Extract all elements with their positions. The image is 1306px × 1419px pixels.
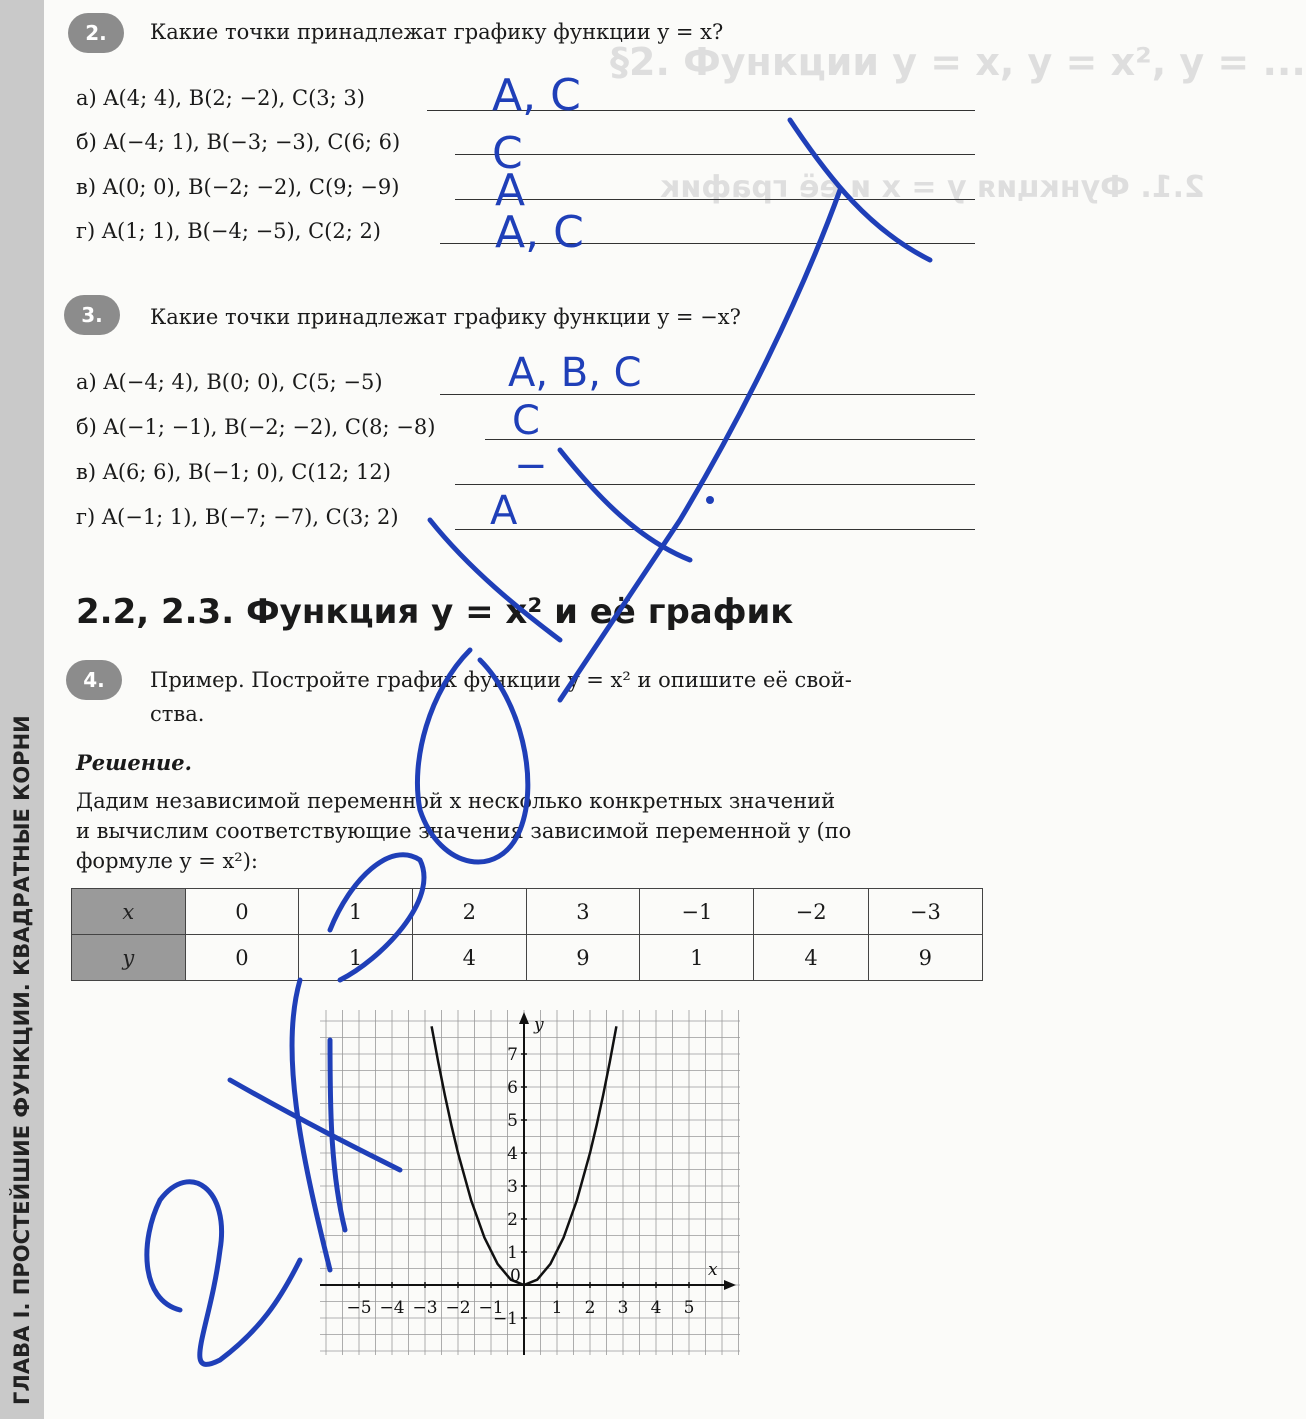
- table-cell: 4: [754, 935, 868, 981]
- y-tick-label: 1: [507, 1243, 518, 1263]
- q3-option-a: а) A(−4; 4), B(0; 0), C(5; −5): [76, 370, 383, 394]
- table-cell: 9: [526, 935, 640, 981]
- q2-handwritten-answer-a: A, C: [492, 70, 581, 121]
- x-tick-label: 4: [650, 1298, 662, 1318]
- x-tick-label: −5: [346, 1298, 372, 1318]
- q2-handwritten-answer-c: A: [495, 165, 526, 216]
- q3-handwritten-answer-c: −: [514, 443, 548, 489]
- q2-handwritten-answer-b: C: [492, 128, 523, 179]
- solution-paragraph-line-1: Дадим независимой переменной x несколько конкретных значений: [76, 789, 836, 813]
- ghost-header-text: §2. Функции y = x, y = x², y = ...: [610, 40, 1306, 84]
- table-row-x: [72, 889, 983, 935]
- table-row-y: [72, 935, 983, 981]
- q4-task-line-1: Пример. Постройте график функции y = x² и опишите её свой-: [150, 668, 852, 692]
- table-header-x: x: [72, 889, 186, 935]
- q3-answer-line-d[interactable]: [455, 529, 975, 530]
- x-tick-label: −4: [379, 1298, 405, 1318]
- question-2-badge: 2.: [68, 13, 124, 53]
- chapter-side-strip: [0, 0, 44, 1419]
- x-tick-label: 1: [551, 1298, 563, 1318]
- q3-handwritten-answer-b: C: [512, 398, 540, 444]
- q3-handwritten-answer-a: A, B, C: [508, 350, 642, 396]
- q2-option-b: б) A(−4; 1), B(−3; −3), C(6; 6): [76, 130, 401, 154]
- scribble-stroke: [560, 450, 690, 560]
- table-cell: 3: [526, 889, 640, 935]
- y-axis-label: y: [534, 1015, 544, 1035]
- q3-answer-line-b[interactable]: [485, 439, 975, 440]
- table-header-y: y: [72, 935, 186, 981]
- q2-option-d: г) A(1; 1), B(−4; −5), C(2; 2): [76, 219, 382, 243]
- section-heading: 2.2, 2.3. Функция y = x² и её график: [76, 592, 794, 632]
- y-tick-label: −1: [492, 1309, 518, 1329]
- table-cell: 1: [299, 889, 413, 935]
- table-cell: 0: [185, 935, 299, 981]
- x-tick-label: 2: [584, 1298, 596, 1318]
- ghost-sub-text: 2.1. Функция y = x и её график: [660, 170, 1205, 205]
- x-tick-label: −1: [478, 1298, 504, 1318]
- y-tick-label: 6: [507, 1078, 518, 1098]
- q2-option-a: а) A(4; 4), B(2; −2), C(3; 3): [76, 86, 365, 110]
- q3-option-c: в) A(6; 6), B(−1; 0), C(12; 12): [76, 460, 391, 484]
- values-table: [71, 888, 983, 981]
- chapter-title-vertical: ГЛАВА I. ПРОСТЕЙШИЕ ФУНКЦИИ. КВАДРАТНЫЕ КОРНИ: [10, 715, 34, 1405]
- y-tick-label: 7: [507, 1045, 518, 1065]
- solution-paragraph-line-2: и вычислим соответствующие значения зависимой переменной y (по: [76, 819, 852, 843]
- x-tick-label: 5: [683, 1298, 695, 1318]
- table-cell: −3: [868, 889, 982, 935]
- origin-label: 0: [510, 1266, 521, 1286]
- q4-task-line-2: ства.: [150, 702, 205, 726]
- table-cell: −2: [754, 889, 868, 935]
- solution-paragraph-line-3: формуле y = x²):: [76, 849, 258, 873]
- y-tick-label: 3: [507, 1177, 518, 1197]
- ink-dot: [706, 496, 714, 504]
- y-tick-label: 2: [507, 1210, 518, 1230]
- table-cell: 2: [412, 889, 526, 935]
- table-cell: 9: [868, 935, 982, 981]
- q3-option-b: б) A(−1; −1), B(−2; −2), C(8; −8): [76, 415, 436, 439]
- q3-option-d: г) A(−1; 1), B(−7; −7), C(3; 2): [76, 505, 399, 529]
- y-tick-label: 5: [507, 1111, 518, 1131]
- table-cell: 1: [640, 935, 754, 981]
- parabola-graph: [320, 1010, 740, 1355]
- question-2-title: Какие точки принадлежат графику функции y = x?: [150, 20, 724, 44]
- x-axis-label: x: [708, 1260, 718, 1280]
- q2-option-c: в) A(0; 0), B(−2; −2), C(9; −9): [76, 175, 400, 199]
- q2-handwritten-answer-d: A, C: [495, 207, 584, 258]
- scribble-stroke: [147, 1182, 300, 1365]
- table-cell: 0: [185, 889, 299, 935]
- question-4-badge: 4.: [66, 660, 122, 700]
- table-cell: 4: [412, 935, 526, 981]
- q3-handwritten-answer-d: A: [490, 488, 518, 534]
- y-tick-label: 4: [507, 1144, 518, 1164]
- x-tick-label: 3: [617, 1298, 629, 1318]
- x-tick-label: −2: [445, 1298, 471, 1318]
- q2-answer-line-c[interactable]: [455, 199, 975, 200]
- question-3-badge: 3.: [64, 295, 120, 335]
- table-cell: 1: [299, 935, 413, 981]
- question-3-title: Какие точки принадлежат графику функции y = −x?: [150, 305, 741, 329]
- solution-label: Решение.: [76, 750, 192, 775]
- table-cell: −1: [640, 889, 754, 935]
- x-tick-label: −3: [412, 1298, 438, 1318]
- q2-answer-line-b[interactable]: [455, 154, 975, 155]
